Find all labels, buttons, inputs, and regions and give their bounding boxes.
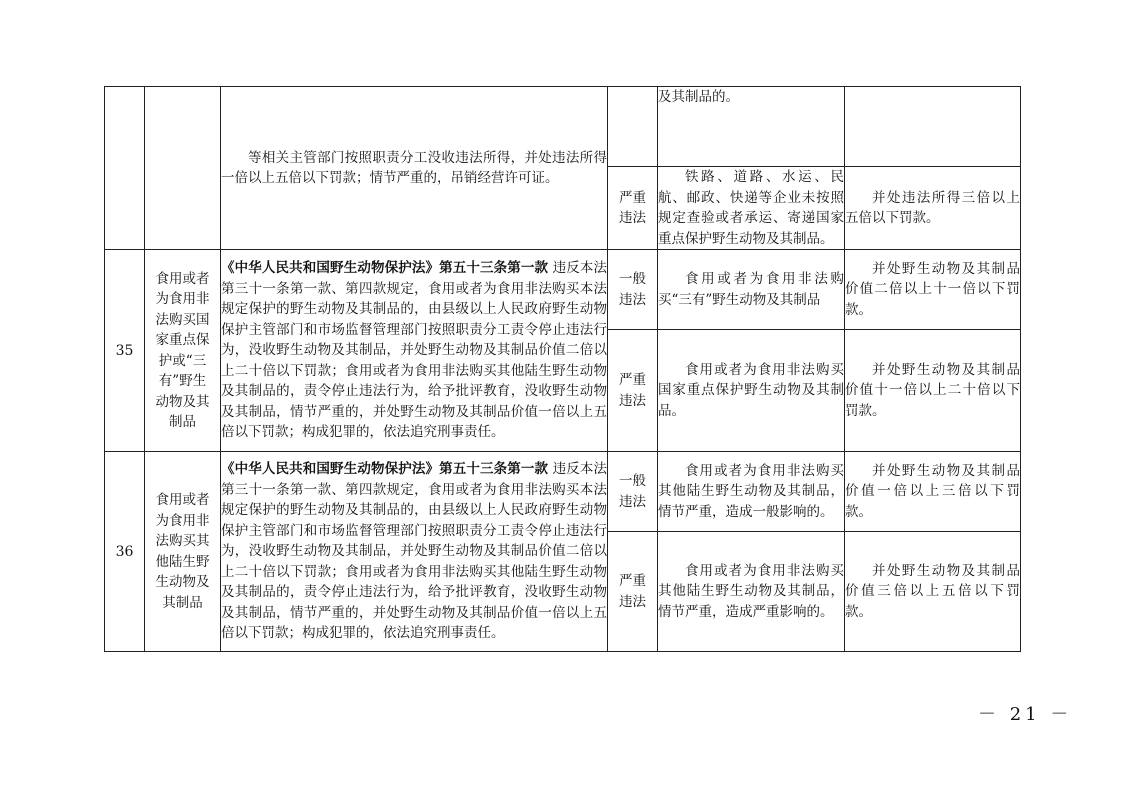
legal-basis-cell xyxy=(221,87,608,250)
penalty-text: 并处野生动物及其制品价值十一倍以上二十倍以下罚款。 xyxy=(845,361,1020,419)
penalty-text: 并处野生动物及其制品价值一倍以上三倍以下罚款。 xyxy=(845,462,1020,520)
severity-level-cell xyxy=(608,250,658,330)
table-row-35-general xyxy=(105,250,1021,330)
legal-basis-cell xyxy=(221,452,608,652)
page-number: － 21 － xyxy=(978,704,1073,725)
discretion-table xyxy=(104,86,1021,652)
table-row-continued xyxy=(105,87,1021,167)
violation-name-cell xyxy=(145,452,221,652)
circumstance-cell xyxy=(658,452,845,532)
severity-level: 严重违法 xyxy=(619,372,646,409)
severity-level-cell xyxy=(608,452,658,532)
penalty-text: 并处野生动物及其制品价值三倍以上五倍以下罚款。 xyxy=(845,562,1020,620)
legal-basis xyxy=(221,459,607,644)
circumstance-cell xyxy=(658,167,845,250)
severity-level: 一般违法 xyxy=(619,473,646,510)
legal-basis-text: 等相关主管部门按照职责分工没收违法所得，并处违法所得一倍以上五倍以下罚款；情节严重的，吊销经营许可证。 xyxy=(221,149,607,186)
legal-basis-text: 违反本法第三十一条第一款、第四款规定，食用或者为食用非法购买本法规定保护的野生动物及其制品的，由县级以上人民政府野生动物保护主管部门和市场监督管理部门按照职责分工责令停止违法行为，没收野生动物及其制品，并处野生动物及其制品价值二倍以上二十倍以下罚款；食用或者为食用非法购买其他陆生野生动物及其制品的，责令停止违法行为，给予批评教育，没收野生动物及其制品，情节严重的，并处野生动物及其制品价值一倍以上五倍以下罚款；构成犯罪的，依法追究刑事责任。 xyxy=(221,260,608,441)
circumstance-cell xyxy=(658,250,845,330)
penalty-cell xyxy=(845,250,1021,330)
circumstance-text: 食用或者为食用非法购买其他陆生野生动物及其制品，情节严重，造成一般影响的。 xyxy=(658,462,844,520)
circumstance-cell xyxy=(658,532,845,652)
level-cell-empty xyxy=(608,87,658,167)
penalty-cell-empty xyxy=(845,87,1021,167)
penalty-text: 并处违法所得三倍以上五倍以下罚款。 xyxy=(845,189,1020,226)
severity-level-cell xyxy=(608,167,658,250)
violation-name: 食用或者为食用非法购买国家重点保护或“三有”野生动物及其制品 xyxy=(155,270,210,430)
severity-level-cell xyxy=(608,532,658,652)
penalty-cell xyxy=(845,532,1021,652)
penalty-cell xyxy=(845,452,1021,532)
item-number: 35 xyxy=(105,250,145,452)
law-reference: 《中华人民共和国野生动物保护法》第五十三条第一款 xyxy=(221,461,549,478)
circumstance-cell xyxy=(658,330,845,452)
severity-level: 严重违法 xyxy=(619,573,646,610)
circumstance-text: 食用或者为食用非法购买其他陆生野生动物及其制品，情节严重，造成严重影响的。 xyxy=(658,562,844,620)
circumstance-text: 及其制品的。 xyxy=(658,89,739,105)
circumstance-text: 食用或者为食用非法购买国家重点保护野生动物及其制品。 xyxy=(658,361,844,419)
severity-level-cell xyxy=(608,330,658,452)
item-number: 36 xyxy=(105,452,145,652)
violation-name-cell xyxy=(145,250,221,452)
penalty-cell xyxy=(845,330,1021,452)
penalty-cell xyxy=(845,167,1021,250)
law-reference: 《中华人民共和国野生动物保护法》第五十三条第一款 xyxy=(221,260,549,277)
severity-level: 一般违法 xyxy=(619,271,646,308)
circumstance-cell xyxy=(658,87,845,167)
number-cell-empty xyxy=(105,87,145,250)
circumstance-text: 食用或者为食用非法购买“三有”野生动物及其制品 xyxy=(658,271,844,308)
name-cell-empty xyxy=(145,87,221,250)
table-row-36-general xyxy=(105,452,1021,532)
violation-name: 食用或者为食用非法购买其他陆生野生动物及其制品 xyxy=(155,492,210,611)
penalty-text: 并处野生动物及其制品价值二倍以上十一倍以下罚款。 xyxy=(845,260,1020,318)
legal-basis-text: 违反本法第三十一条第一款、第四款规定，食用或者为食用非法购买本法规定保护的野生动物及其制品的，由县级以上人民政府野生动物保护主管部门和市场监督管理部门按照职责分工责令停止违法行为，没收野生动物及其制品，并处野生动物及其制品价值二倍以上二十倍以下罚款；食用或者为食用非法购买其他陆生野生动物及其制品的，责令停止违法行为，给予批评教育，没收野生动物及其制品，情节严重的，并处野生动物及其制品价值一倍以上五倍以下罚款；构成犯罪的，依法追究刑事责任。 xyxy=(221,461,608,642)
circumstance-text: 铁路、道路、水运、民航、邮政、快递等企业未按照规定查验或者承运、寄递国家重点保护野生动物及其制品。 xyxy=(658,169,844,247)
legal-basis xyxy=(221,258,607,443)
severity-level: 严重违法 xyxy=(619,189,646,226)
legal-basis-cell xyxy=(221,250,608,452)
